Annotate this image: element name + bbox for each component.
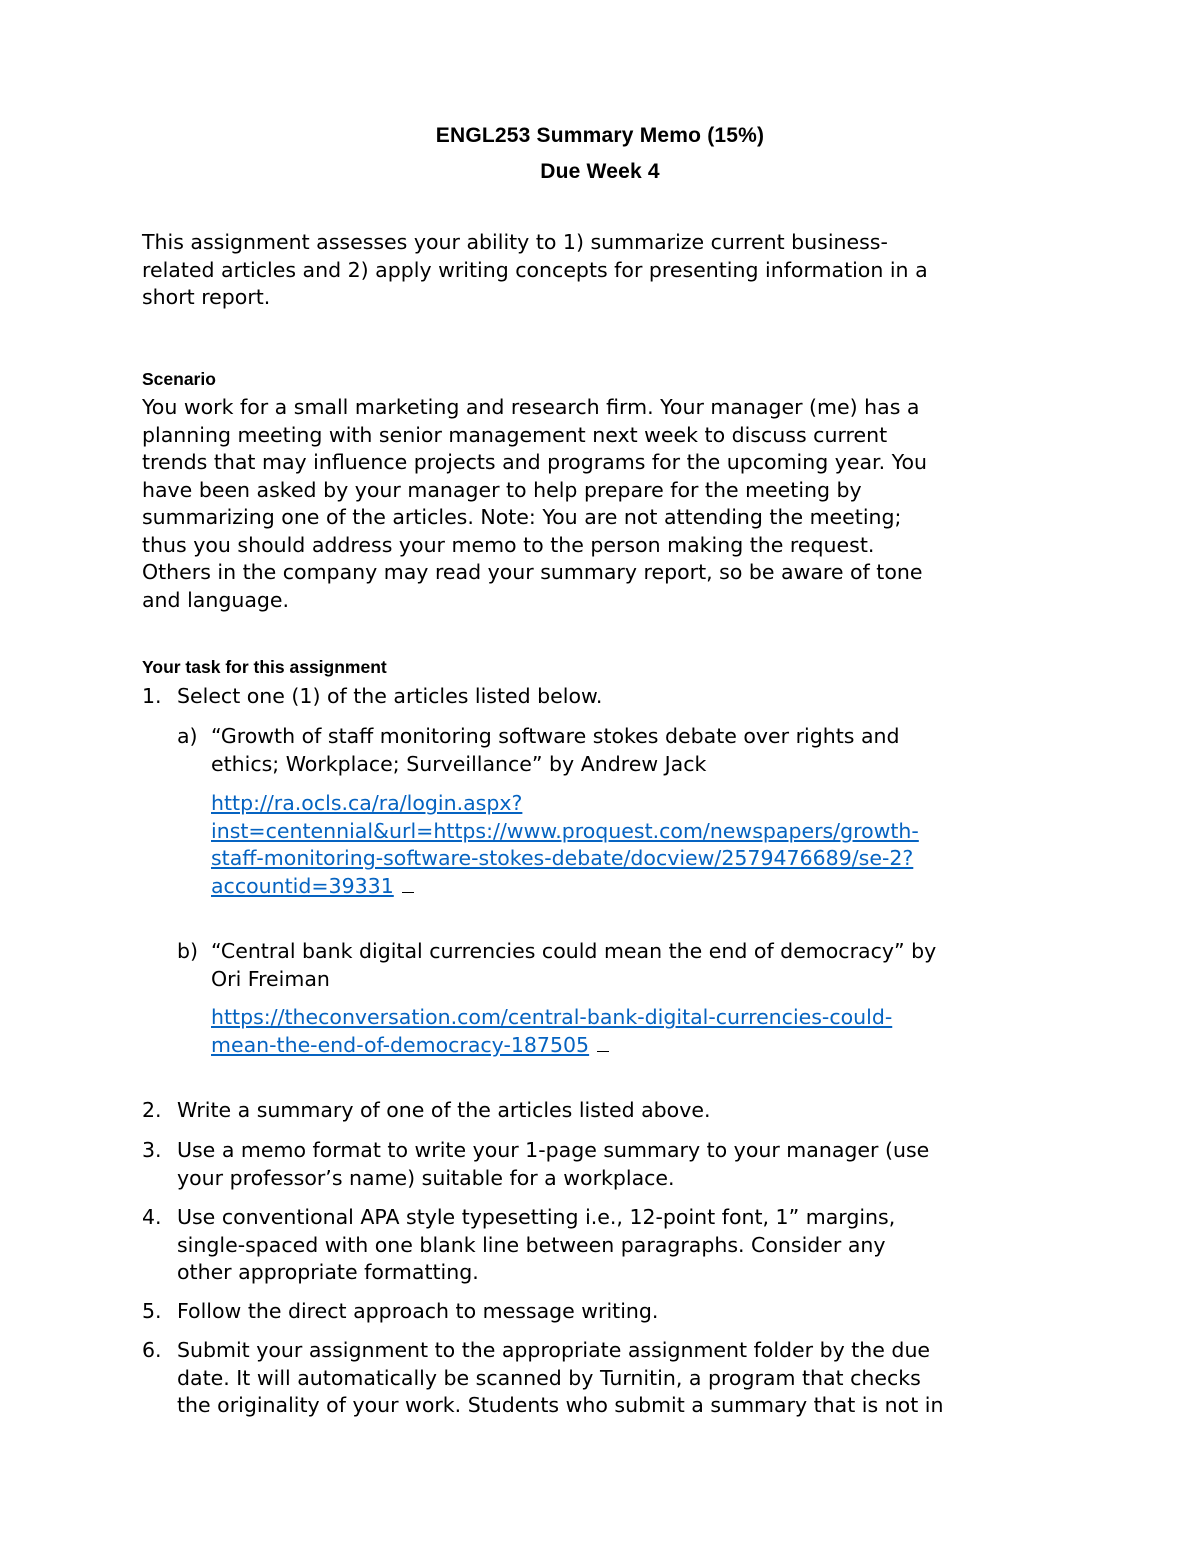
article-title: “Central bank digital currencies could mean the end of democracy” by Ori Freiman [211, 939, 937, 991]
list-item: Select one (1) of the articles listed below. [177, 684, 603, 708]
document-title: ENGL253 Summary Memo (15%) [435, 124, 765, 147]
article-marker: a) [177, 724, 198, 748]
article-link[interactable] [211, 790, 1071, 900]
list-item: Use conventional APA style typesetting i.e., 12-point font, 1” margins, single-spaced with one blank line between paragraphs. Consider any other appropriate formatting. [177, 1205, 896, 1284]
scenario-heading: Scenario [142, 369, 216, 389]
list-item-number: 3. [142, 1138, 162, 1162]
list-item-number: 4. [142, 1205, 162, 1229]
list-item: Follow the direct approach to message writing. [177, 1299, 659, 1323]
article-link[interactable] [211, 1004, 1071, 1059]
article-link-text[interactable]: https://theconversation.com/central-bank-digital-currencies-could- mean-the-end-of-democracy-187505 [211, 1005, 893, 1057]
due-date: Due Week 4 [540, 160, 660, 183]
scenario-paragraph: You work for a small marketing and research firm. Your manager (me) has a planning meeting with senior management next week to discuss current trends that may influence projects and programs for the upcoming year. You have been asked by your manager to help prepare for the meeting by summarizing one of the articles. Note: You are not attending the meeting; thus you should address your memo to the person making the request. Others in the company may read your summary report, so be aware of tone and language. [142, 395, 927, 612]
task-heading: Your task for this assignment [142, 657, 387, 677]
list-item-number: 6. [142, 1338, 162, 1362]
list-item: Submit your assignment to the appropriate assignment folder by the due date. It will automatically be scanned by Turnitin, a program that checks the originality of your work. Students who submit a summary that is not in [177, 1338, 944, 1417]
link-underline-tail [597, 1033, 609, 1052]
list-item: Write a summary of one of the articles listed above. [177, 1098, 711, 1122]
article-marker: b) [177, 939, 199, 963]
list-item: Use a memo format to write your 1-page summary to your manager (use your professor’s name) suitable for a workplace. [177, 1138, 930, 1190]
list-item-number: 5. [142, 1299, 162, 1323]
article-title: “Growth of staff monitoring software stokes debate over rights and ethics; Workplace; Surveillance” by Andrew Jack [211, 724, 900, 776]
list-item-number: 1. [142, 684, 162, 708]
article-link-text[interactable]: http://ra.ocls.ca/ra/login.aspx? inst=centennial&url=https://www.proquest.com/newspapers/growth- staff-monitoring-software-stokes-debate/docview/2579476689/se-2? accountid=39331 [211, 791, 919, 898]
list-item-number: 2. [142, 1098, 162, 1122]
link-underline-tail [402, 874, 414, 893]
intro-paragraph: This assignment assesses your ability to 1) summarize current business- related articles and 2) apply writing concepts for presenting information in a short report. [142, 230, 928, 309]
